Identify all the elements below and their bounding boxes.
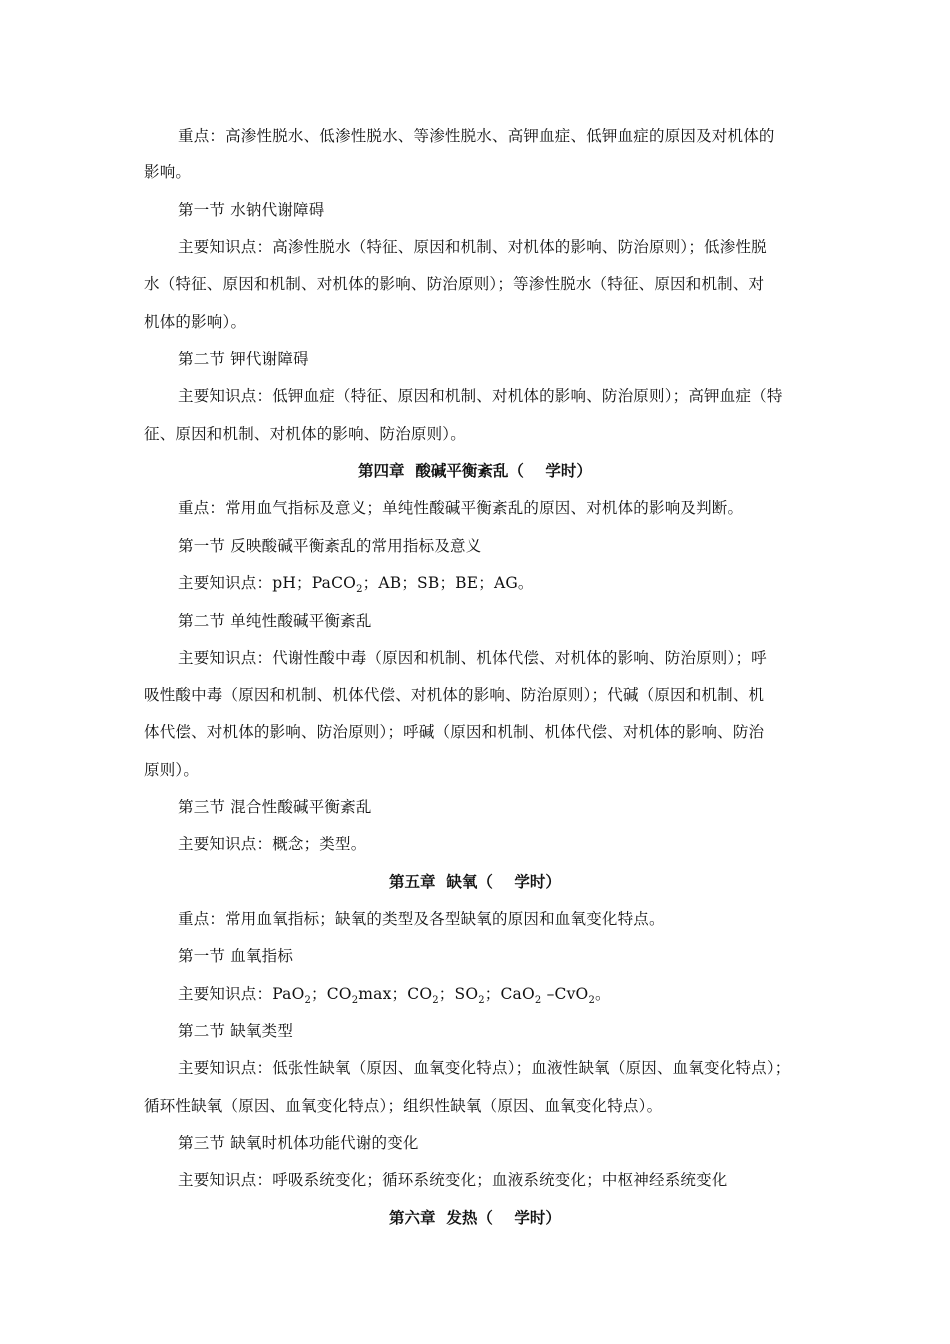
ch5-section-1-title: 第一节 血氧指标: [178, 947, 294, 965]
ch5-section-3-title: 第三节 缺氧时机体功能代谢的变化: [178, 1134, 419, 1152]
ch3-s2-text-2: 征、原因和机制、对机体的影响、防治原则）。: [144, 425, 466, 443]
ch4-s2-text-1: 主要知识点：代谢性酸中毒（原因和机制、机体代偿、对机体的影响、防治原则）；呼: [178, 649, 767, 667]
ch3-section-1-title: 第一节 水钠代谢障碍: [178, 201, 325, 219]
ch5-s2-text-1: 主要知识点：低张性缺氧（原因、血氧变化特点）；血液性缺氧（原因、血氧变化特点）；: [178, 1059, 791, 1077]
ch3-s1-text-3: 机体的影响）。: [144, 313, 247, 331]
ch5-section-2-title: 第二节 缺氧类型: [178, 1022, 294, 1040]
chapter-4-title: 第四章 酸碱平衡紊乱（ 学时）: [358, 461, 592, 480]
ch4-section-1-title: 第一节 反映酸碱平衡紊乱的常用指标及意义: [178, 537, 482, 555]
chapter-6-title: 第六章 发热（ 学时）: [389, 1208, 561, 1227]
chapter-5-title: 第五章 缺氧（ 学时）: [389, 872, 561, 891]
ch4-s3-text: 主要知识点：概念；类型。: [178, 835, 367, 853]
ch5-s1-text: 主要知识点：PaO$_2$；$CO_2\max$；$CO_2$；$SO_2$；CaO$_2$ –CvO$_2$。: [178, 985, 611, 1006]
ch4-s2-text-2: 吸性酸中毒（原因和机制、机体代偿、对机体的影响、防治原则）；代碱（原因和机制、机: [144, 686, 765, 704]
ch3-s1-text-1: 主要知识点：高渗性脱水（特征、原因和机制、对机体的影响、防治原则）；低渗性脱: [178, 238, 767, 256]
ch4-s1-text: 主要知识点：pH；PaCO$_2$；AB；SB；BE；AG。: [178, 574, 534, 595]
ch3-section-2-title: 第二节 钾代谢障碍: [178, 350, 309, 368]
ch4-section-3-title: 第三节 混合性酸碱平衡紊乱: [178, 798, 372, 816]
ch4-s2-text-4: 原则）。: [144, 761, 200, 779]
ch5-s3-text: 主要知识点：呼吸系统变化；循环系统变化；血液系统变化；中枢神经系统变化: [178, 1171, 728, 1189]
ch4-section-2-title: 第二节 单纯性酸碱平衡紊乱: [178, 612, 372, 630]
ch3-key-points: 重点：高渗性脱水、低渗性脱水、等渗性脱水、高钾血症、低钾血症的原因及对机体的: [178, 127, 775, 145]
ch5-s2-text-2: 循环性缺氧（原因、血氧变化特点）；组织性缺氧（原因、血氧变化特点）。: [144, 1097, 663, 1115]
ch3-key-points-cont: 影响。: [144, 163, 192, 181]
ch3-s2-text-1: 主要知识点：低钾血症（特征、原因和机制、对机体的影响、防治原则）；高钾血症（特: [178, 387, 783, 405]
ch4-s2-text-3: 体代偿、对机体的影响、防治原则）；呼碱（原因和机制、机体代偿、对机体的影响、防治: [144, 723, 765, 741]
ch5-key-points: 重点：常用血氧指标；缺氧的类型及各型缺氧的原因和血氧变化特点。: [178, 910, 665, 928]
ch3-s1-text-2: 水（特征、原因和机制、对机体的影响、防治原则）；等渗性脱水（特征、原因和机制、对: [144, 275, 765, 293]
ch4-key-points: 重点：常用血气指标及意义；单纯性酸碱平衡紊乱的原因、对机体的影响及判断。: [178, 499, 744, 517]
